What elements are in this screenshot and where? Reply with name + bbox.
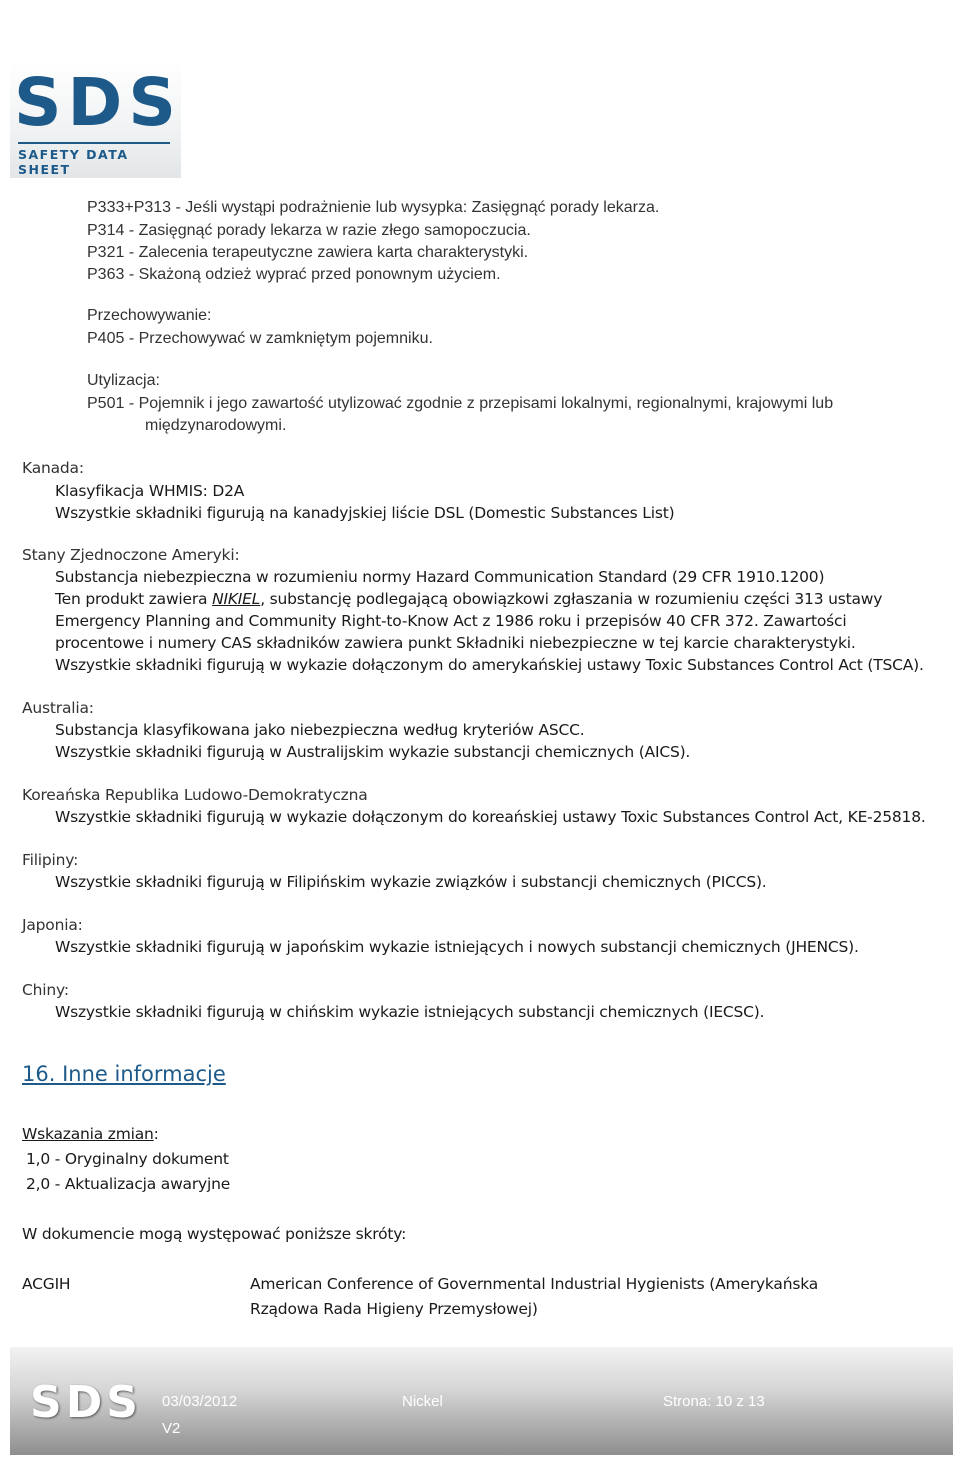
usa-line-text: Ten produkt zawiera (55, 590, 213, 608)
usa-label: Stany Zjednoczone Ameryki: (22, 546, 240, 564)
canada-line: Klasyfikacja WHMIS: D2A (55, 482, 245, 500)
changes-heading (22, 1125, 159, 1143)
footer-product: Nickel (402, 1393, 443, 1410)
footer-bar (10, 1347, 953, 1455)
usa-line (55, 590, 882, 608)
nickel-link[interactable]: NIKIEL (212, 590, 261, 608)
japan-label: Japonia: (22, 916, 83, 934)
sds-logo (10, 62, 181, 178)
storage-label: Przechowywanie: (87, 307, 212, 324)
logo-divider (18, 142, 170, 144)
philippines-line: Wszystkie składniki figurują w Filipińskim wykazie związków i substancji chemicznych (PICCS). (55, 873, 767, 891)
canada-line: Wszystkie składniki figurują na kanadyjskiej liście DSL (Domestic Substances List) (55, 504, 675, 522)
korea-line: Wszystkie składniki figurują w wykazie dołączonym do koreańskiej ustawy Toxic Substances Control Act, KE-25818. (55, 808, 926, 826)
japan-line: Wszystkie składniki figurują w japońskim wykazie istniejących i nowych substancji chemicznych (JHENCS). (55, 938, 859, 956)
abbreviations-intro: W dokumencie mogą występować poniższe skróty: (22, 1225, 407, 1243)
precaution-line: P363 - Skażoną odzież wyprać przed ponownym użyciem. (87, 266, 501, 283)
footer-page-number: Strona: 10 z 13 (663, 1393, 765, 1410)
abbreviation-definition: American Conference of Governmental Industrial Hygienists (Amerykańska (250, 1275, 818, 1293)
precaution-line: P314 - Zasięgnąć porady lekarza w razie złego samopoczucia. (87, 222, 531, 239)
philippines-label: Filipiny: (22, 851, 79, 869)
canada-label: Kanada: (22, 459, 84, 477)
footer-version: V2 (162, 1420, 181, 1437)
korea-label: Koreańska Republika Ludowo-Demokratyczna (22, 786, 368, 804)
china-label: Chiny: (22, 981, 69, 999)
china-line: Wszystkie składniki figurują w chińskim wykazie istniejących substancji chemicznych (IECSC). (55, 1003, 765, 1021)
logo-tagline: SAFETY DATA SHEET (18, 147, 129, 177)
australia-label: Australia: (22, 699, 94, 717)
abbreviation-definition: Rządowa Rada Higieny Przemysłowej) (250, 1300, 538, 1318)
footer-date: 03/03/2012 (162, 1393, 238, 1410)
usa-line: Wszystkie składniki figurują w wykazie dołączonym do amerykańskiej ustawy Toxic Substances Control Act (TSCA). (55, 656, 924, 674)
disposal-line-cont: międzynarodowymi. (145, 417, 287, 434)
usa-line: procentowe i numery CAS składników zawiera punkt Składniki niebezpieczne w tej karcie charakterystyki. (55, 634, 856, 652)
changes-label: Wskazania zmian (22, 1125, 154, 1143)
storage-line: P405 - Przechowywać w zamkniętym pojemniku. (87, 330, 433, 347)
precaution-line: P321 - Zalecenia terapeutyczne zawiera karta charakterystyki. (87, 244, 529, 261)
change-item: 2,0 - Aktualizacja awaryjne (26, 1175, 231, 1193)
change-item: 1,0 - Oryginalny dokument (26, 1150, 229, 1168)
abbreviation-term: ACGIH (22, 1275, 71, 1293)
usa-line-text: , substancję podlegającą obowiązkowi zgłaszania w rozumieniu części 313 ustawy (260, 590, 883, 608)
usa-line: Emergency Planning and Community Right-to-Know Act z 1986 roku i przepisów 40 CFR 372. Zawartości (55, 612, 847, 630)
australia-line: Wszystkie składniki figurują w Australijskim wykazie substancji chemicznych (AICS). (55, 743, 691, 761)
disposal-line: P501 - Pojemnik i jego zawartość utylizować zgodnie z przepisami lokalnymi, regionalnymi, krajowymi lub (87, 395, 834, 412)
logo-text: SDS (14, 64, 182, 141)
disposal-label: Utylizacja: (87, 372, 160, 389)
usa-line: Substancja niebezpieczna w rozumieniu normy Hazard Communication Standard (29 CFR 1910.1200) (55, 568, 825, 586)
precaution-line: P333+P313 - Jeśli wystąpi podrażnienie lub wysypka: Zasięgnąć porady lekarza. (87, 199, 660, 216)
australia-line: Substancja klasyfikowana jako niebezpieczna według kryteriów ASCC. (55, 721, 585, 739)
section-16-title: 16. Inne informacje (22, 1062, 226, 1086)
changes-colon: : (153, 1125, 159, 1143)
footer-logo: SDS (30, 1377, 142, 1428)
